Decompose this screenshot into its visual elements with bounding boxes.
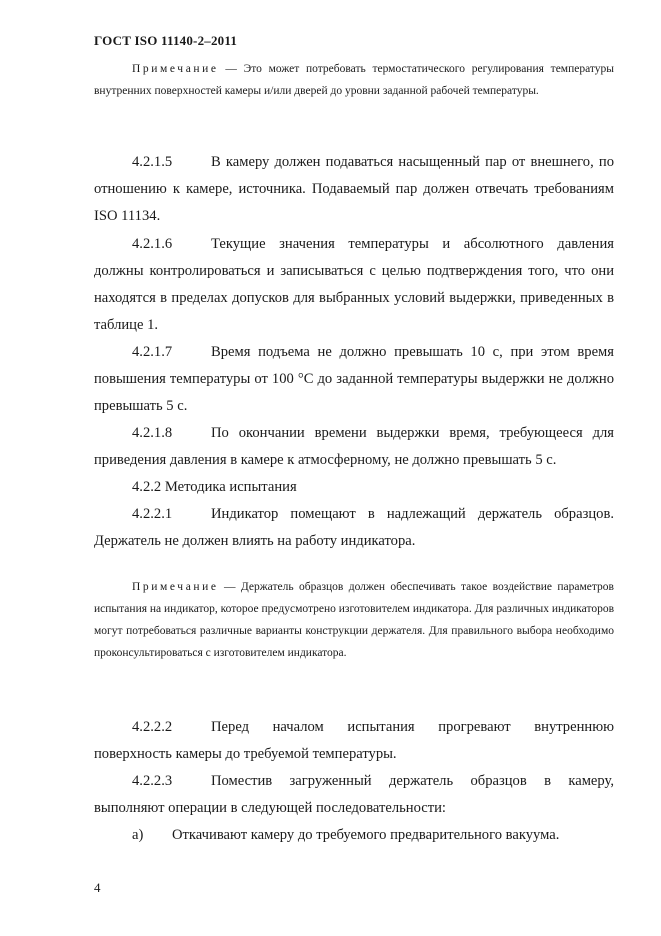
paragraph-number: 4.2.2.2: [132, 719, 173, 735]
note-2-label: Примечание: [132, 581, 219, 593]
page-number: 4: [94, 880, 101, 895]
list-item-text: Откачивают камеру до требуемого предварительного вакуума.: [172, 827, 560, 843]
paragraph-number: 4.2.2.1: [132, 506, 173, 522]
note-2-text: — Держатель образцов должен обеспечивать такое воздействие параметров испытания на индикатор, которое предусмотрено изготовителем индикатора. Для различных индикаторов могут потребоваться различные варианты конструкции держателя. Для правильного выбора необходимо проконсультироваться с изготовителем индикатора.: [94, 581, 614, 659]
paragraph-4-2-1-5: [94, 149, 614, 230]
paragraph-text: По окончании времени выдержки время, требующееся для приведения давления в камере к атмосферному, не должно превышать 5 с.: [94, 425, 614, 468]
list-marker: а): [132, 827, 144, 843]
paragraph-text: Текущие значения температуры и абсолютного давления должны контролироваться и записываться с целью подтверждения того, что они находятся в пределах допусков для выбранных условий выдержки, приведенных в таблице 1.: [94, 236, 614, 333]
list-item-a: [94, 822, 614, 849]
paragraph-number: 4.2.2.3: [132, 773, 173, 789]
paragraph-text: Перед началом испытания прогревают внутреннюю поверхность камеры до требуемой температуры.: [94, 719, 614, 762]
paragraph-number: 4.2.1.8: [132, 425, 173, 441]
paragraph-4-2-1-7: [94, 339, 614, 420]
document-header: ГОСТ ISO 11140-2–2011: [94, 33, 238, 48]
subsection-title: 4.2.2 Методика испытания: [132, 479, 297, 495]
paragraph-4-2-2-3: [94, 768, 614, 822]
paragraph-number: 4.2.1.6: [132, 236, 173, 252]
paragraph-4-2-1-8: [94, 420, 614, 474]
paragraph-text: В камеру должен подаваться насыщенный пар от внешнего, по отношению к камере, источника. Подаваемый пар должен отвечать требованиям ISO 11134.: [94, 154, 614, 224]
note-1-text: — Это может потребовать термостатического регулирования температуры внутренних поверхностей камеры и/или дверей до уровни заданной рабочей температуры.: [94, 63, 614, 97]
paragraph-text: Индикатор помещают в надлежащий держатель образцов. Держатель не должен влиять на работу индикатора.: [94, 506, 614, 549]
paragraph-text: Время подъема не должно превышать 10 с, при этом время повышения температуры от 100 °С до заданной температуры выдержки не должно превышать 5 с.: [94, 344, 614, 414]
paragraph-4-2-1-6: [94, 231, 614, 339]
paragraph-number: 4.2.1.7: [132, 344, 173, 360]
note-2: [94, 576, 614, 664]
note-1: [94, 58, 614, 102]
paragraph-4-2-2-2: [94, 714, 614, 768]
paragraph-text: Поместив загруженный держатель образцов в камеру, выполняют операции в следующей последовательности:: [94, 773, 614, 816]
paragraph-number: 4.2.1.5: [132, 154, 173, 170]
note-1-label: Примечание: [132, 63, 219, 75]
paragraph-4-2-2-1: [94, 501, 614, 555]
